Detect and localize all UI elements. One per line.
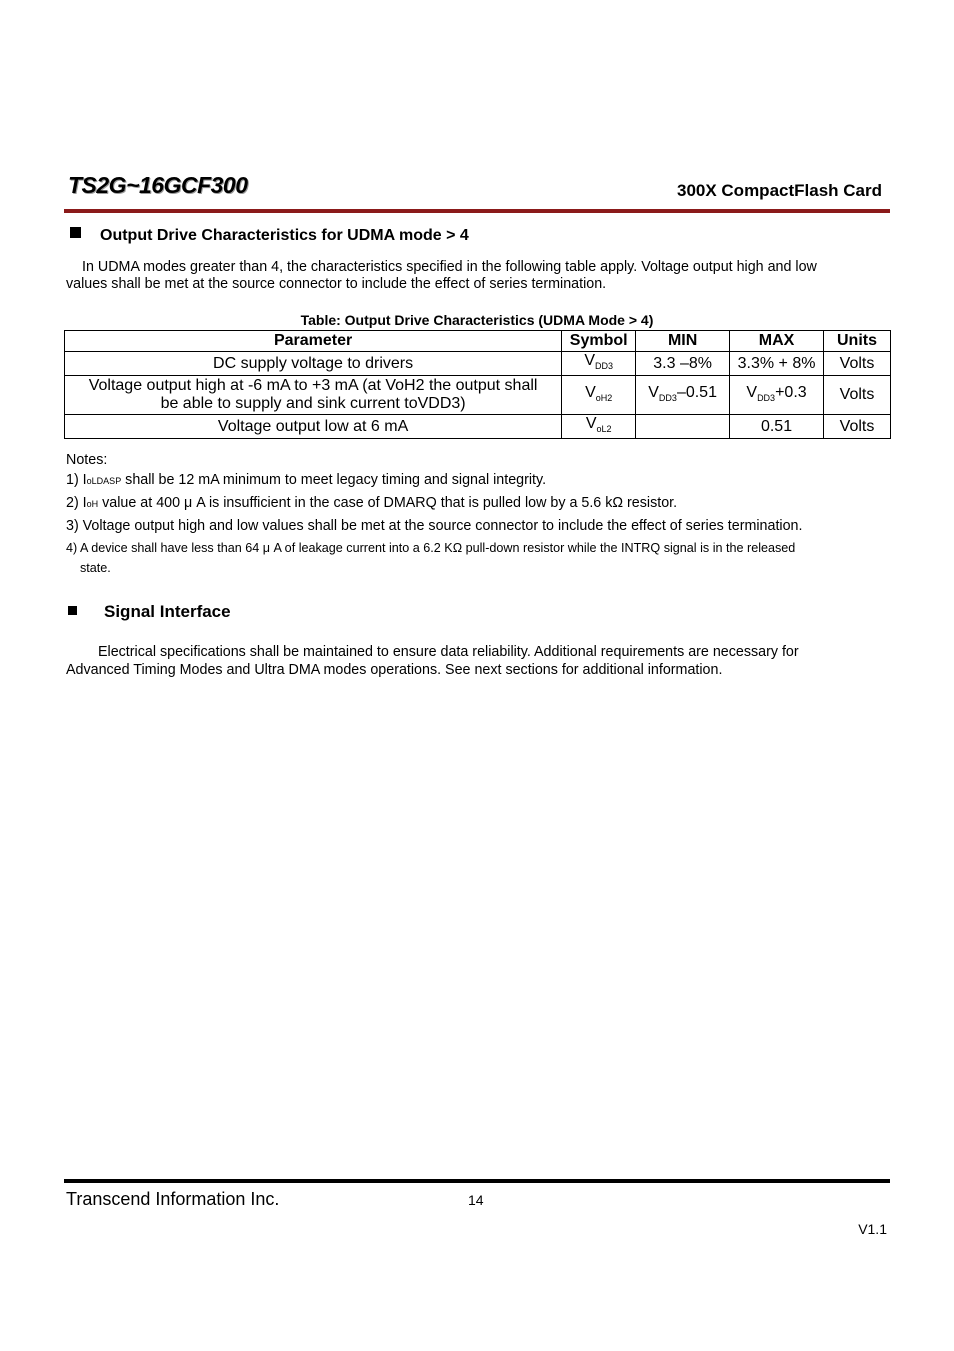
header-rule: [64, 209, 890, 213]
document-subtitle: 300X CompactFlash Card: [676, 181, 882, 200]
table-row: [65, 415, 891, 439]
notes-block: [66, 452, 802, 577]
min-sub: DD3: [658, 392, 677, 403]
footer-company: Transcend Information Inc.: [66, 1189, 280, 1209]
cell-min: [636, 376, 730, 415]
note-1-text: shall be 12 mA minimum to meet legacy timing and signal integrity.: [121, 472, 547, 488]
square-bullet-icon: [70, 227, 81, 238]
symbol-main: V: [585, 383, 596, 401]
cell-parameter: Voltage output low at 6 mA: [65, 415, 562, 439]
notes-label: Notes:: [66, 452, 108, 468]
cell-units: Volts: [824, 376, 891, 415]
section1-paragraph-line1: In UDMA modes greater than 4, the characteristics specified in the following table apply. Voltage output high and low: [82, 259, 817, 275]
min-rest: –0.51: [676, 383, 717, 401]
symbol-sub: oL2: [596, 424, 612, 435]
section2-paragraph-line1: Electrical specifications shall be maintained to ensure data reliability. Additional requirements are necessary for: [98, 644, 799, 660]
output-drive-table: [64, 330, 891, 439]
cell-parameter: DC supply voltage to drivers: [65, 352, 562, 376]
cell-units: Volts: [824, 415, 891, 439]
column-header-units: Units: [824, 331, 891, 352]
cell-max: [730, 376, 824, 415]
cell-symbol: [562, 352, 636, 376]
column-header-min: MIN: [636, 331, 730, 352]
note-2-sub: oH: [86, 499, 99, 509]
table-row: [65, 352, 891, 376]
cell-symbol: [562, 376, 636, 415]
note-2-prefix: 2) I: [66, 495, 87, 511]
note-4-line1: 4) A device shall have less than 64 μ A of leakage current into a 6.2 KΩ pull-down resistor while the INTRQ signal is in the released: [66, 541, 796, 555]
section-heading-signal-interface: Signal Interface: [104, 602, 231, 621]
document-version: V1.1: [858, 1221, 887, 1237]
symbol-main: V: [585, 415, 597, 433]
column-header-parameter: Parameter: [65, 331, 562, 352]
max-sub: DD3: [757, 392, 776, 403]
cell-max: 3.3% + 8%: [730, 352, 824, 376]
note-2-text: value at 400 μ A is insufficient in the case of DMARQ that is pulled low by a 5.6 kΩ resistor.: [98, 495, 678, 511]
symbol-main: V: [584, 352, 596, 369]
cell-min: 3.3 –8%: [636, 352, 730, 376]
cell-max: 0.51: [730, 415, 824, 439]
square-bullet-icon: [68, 606, 77, 615]
table-header-row: [65, 331, 891, 352]
note-3: 3) Voltage output high and low values shall be met at the source connector to include the effect of series termination.: [66, 518, 803, 534]
note-1-prefix: 1) I: [66, 472, 87, 488]
cell-units: Volts: [824, 352, 891, 376]
cell-min: [636, 415, 730, 439]
cell-parameter: [65, 376, 562, 415]
min-main: V: [648, 383, 659, 401]
footer-rule: [64, 1179, 890, 1183]
section2-paragraph-line2: Advanced Timing Modes and Ultra DMA modes operations. See next sections for additional information.: [66, 662, 723, 678]
note-1: [66, 469, 802, 492]
section1-paragraph-line2: values shall be met at the source connector to include the effect of series termination.: [66, 276, 607, 292]
note-4-line2: state.: [80, 561, 111, 575]
column-header-symbol: Symbol: [562, 331, 636, 352]
max-main: V: [746, 383, 758, 401]
table-row: [65, 376, 891, 415]
note-1-sub: oLDASP: [86, 476, 122, 486]
table-caption: Table: Output Drive Characteristics (UDMA Mode > 4): [300, 312, 654, 328]
symbol-sub: oH2: [595, 392, 613, 403]
cell-parameter-line1: Voltage output high at -6 mA to +3 mA (at VoH2 the output shall: [88, 377, 538, 395]
section-heading-output-drive: Output Drive Characteristics for UDMA mode > 4: [100, 227, 469, 244]
max-rest: +0.3: [775, 383, 807, 401]
column-header-max: MAX: [730, 331, 824, 352]
cell-parameter-line2: be able to supply and sink current toVDD3): [160, 395, 466, 413]
page-number: 14: [468, 1192, 484, 1208]
note-2: [66, 492, 802, 515]
cell-symbol: [562, 415, 636, 439]
document-title: TS2G~16GCF300: [68, 172, 248, 198]
symbol-sub: DD3: [595, 361, 614, 372]
